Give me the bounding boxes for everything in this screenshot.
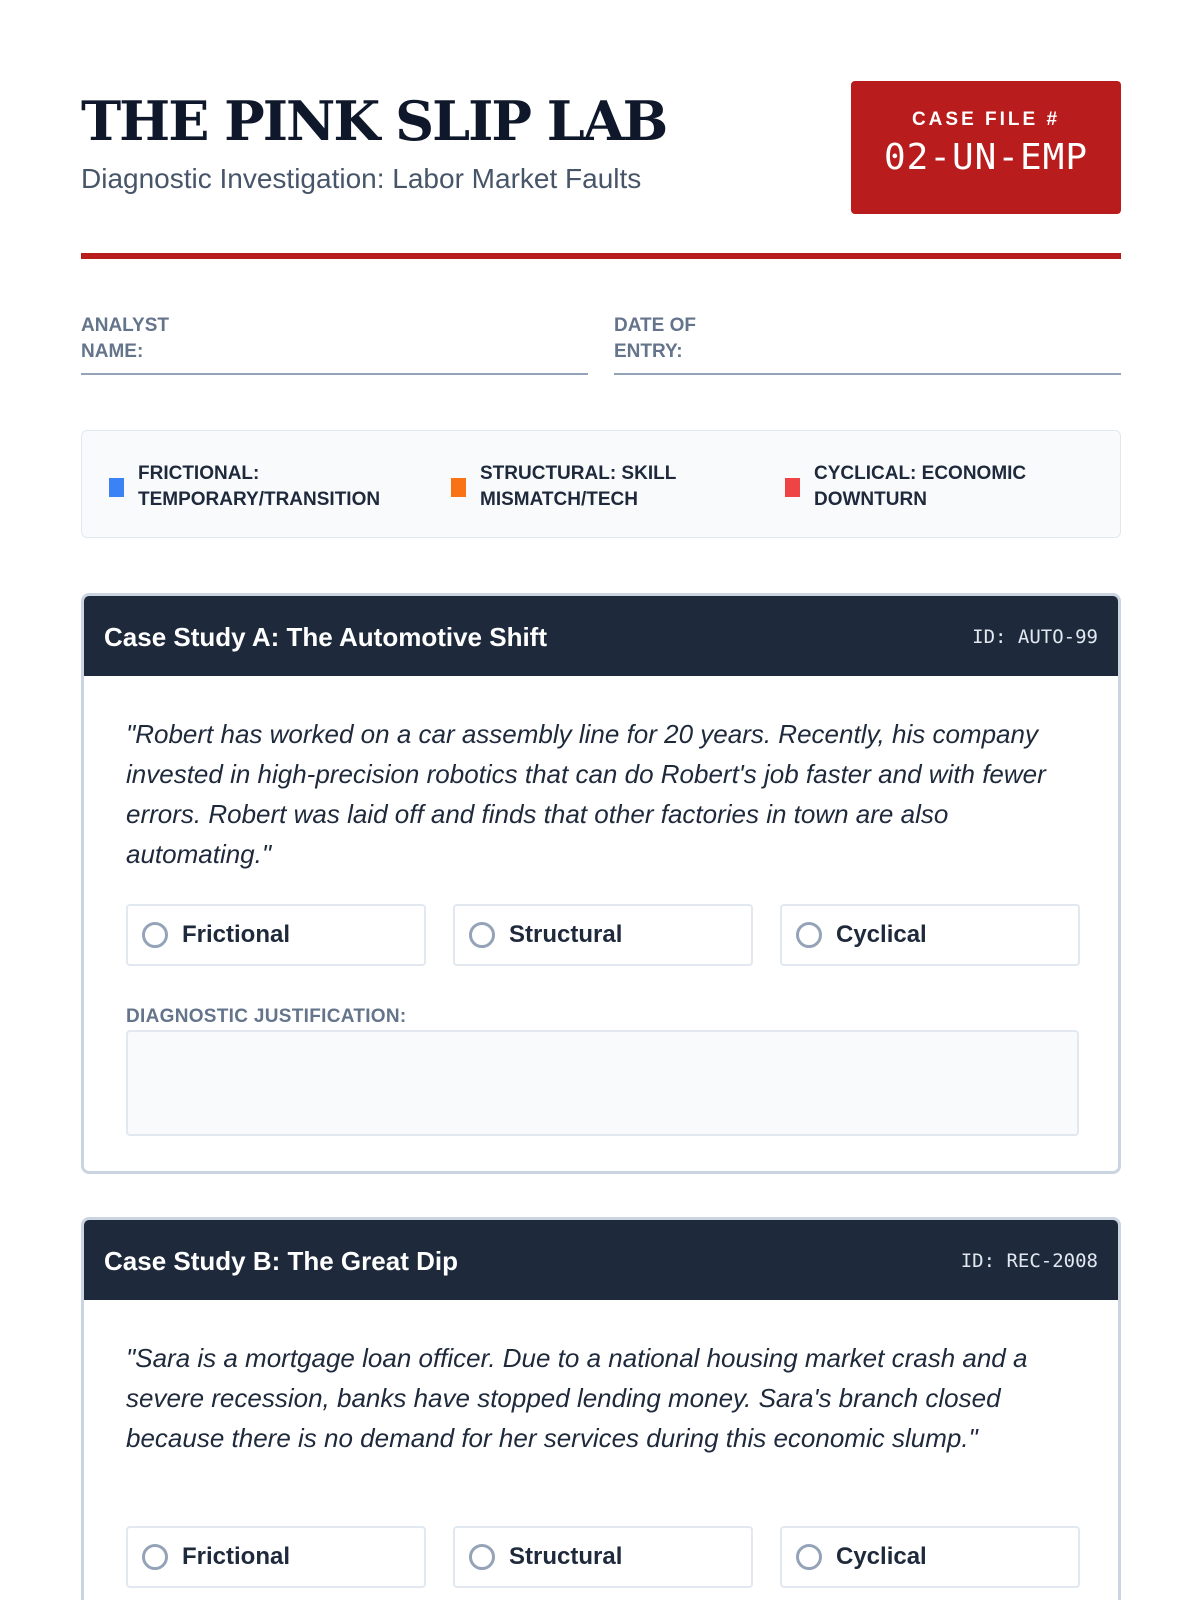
radio-circle-icon[interactable]: [469, 1544, 495, 1570]
legend-swatch-cyclical: [785, 478, 800, 497]
legend-swatch-structural: [451, 478, 466, 497]
case-card-a: [81, 593, 1121, 1174]
case-file-label: CASE FILE #: [911, 109, 1061, 130]
justification-label-a: DIAGNOSTIC JUSTIFICATION:: [126, 1006, 407, 1027]
legend-label-frictional: FRICTIONAL: TEMPORARY/TRANSITION: [138, 463, 381, 510]
analyst-name-field[interactable]: [81, 313, 588, 375]
case-title-a: Case Study A: The Automotive Shift: [104, 622, 547, 652]
option-label: Structural: [509, 921, 623, 948]
justification-input-a[interactable]: [126, 1030, 1079, 1136]
option-label: Frictional: [182, 1543, 291, 1570]
legend-swatch-frictional: [109, 478, 124, 497]
case-card-b: [81, 1217, 1121, 1600]
case-file-number: 02-UN-EMP: [883, 137, 1089, 178]
case-header-a: [84, 596, 1118, 676]
header-divider: [81, 253, 1121, 259]
diagnosis-options-a: [126, 904, 1079, 966]
option-label: Structural: [509, 1543, 623, 1570]
date-of-entry-label: DATE OF ENTRY:: [614, 315, 696, 362]
analyst-meta: [81, 313, 1121, 375]
page-header: [81, 0, 1121, 262]
radio-circle-icon[interactable]: [142, 1544, 168, 1570]
case-title-b: Case Study B: The Great Dip: [104, 1246, 458, 1276]
case-id-b: ID: REC-2008: [960, 1250, 1098, 1272]
diagnosis-options-b: [126, 1526, 1079, 1588]
case-header-b: [84, 1220, 1118, 1300]
radio-circle-icon[interactable]: [796, 922, 822, 948]
option-label: Frictional: [182, 921, 291, 948]
radio-circle-icon[interactable]: [142, 922, 168, 948]
case-scenario-a: "Robert has worked on a car assembly line for 20 years. Recently, his company invested in high-precision robotics that can do Robert's job faster and with fewer errors. Robert was laid off and finds that other factories in town are also automating.": [126, 719, 1046, 869]
option-cyclical-b[interactable]: [780, 1526, 1080, 1588]
option-cyclical-a[interactable]: [780, 904, 1080, 966]
radio-circle-icon[interactable]: [796, 1544, 822, 1570]
legend-label-structural: STRUCTURAL: SKILL MISMATCH/TECH: [480, 463, 676, 510]
option-frictional-a[interactable]: [126, 904, 426, 966]
radio-circle-icon[interactable]: [469, 922, 495, 948]
page-subtitle: Diagnostic Investigation: Labor Market Faults: [81, 163, 642, 194]
option-structural-b[interactable]: [453, 1526, 753, 1588]
legend-item-frictional: [109, 461, 418, 513]
legend: [81, 430, 1121, 538]
option-structural-a[interactable]: [453, 904, 753, 966]
option-label: Cyclical: [836, 921, 927, 948]
analyst-name-label: ANALYST NAME:: [81, 315, 169, 362]
case-file-badge: [851, 81, 1121, 214]
option-label: Cyclical: [836, 1543, 927, 1570]
worksheet-page: [81, 0, 1121, 1570]
legend-item-cyclical: [785, 461, 1064, 513]
case-scenario-b: "Sara is a mortgage loan officer. Due to a national housing market crash and a severe recession, banks have stopped lending money. Sara's branch closed because there is no demand for her services during this economic slump.": [126, 1343, 1028, 1453]
page-title: THE PINK SLIP LAB: [81, 89, 667, 153]
option-frictional-b[interactable]: [126, 1526, 426, 1588]
case-id-a: ID: AUTO-99: [972, 626, 1098, 648]
date-of-entry-field[interactable]: [614, 313, 1121, 375]
legend-item-structural: [451, 461, 710, 513]
legend-label-cyclical: CYCLICAL: ECONOMIC DOWNTURN: [814, 463, 1027, 510]
